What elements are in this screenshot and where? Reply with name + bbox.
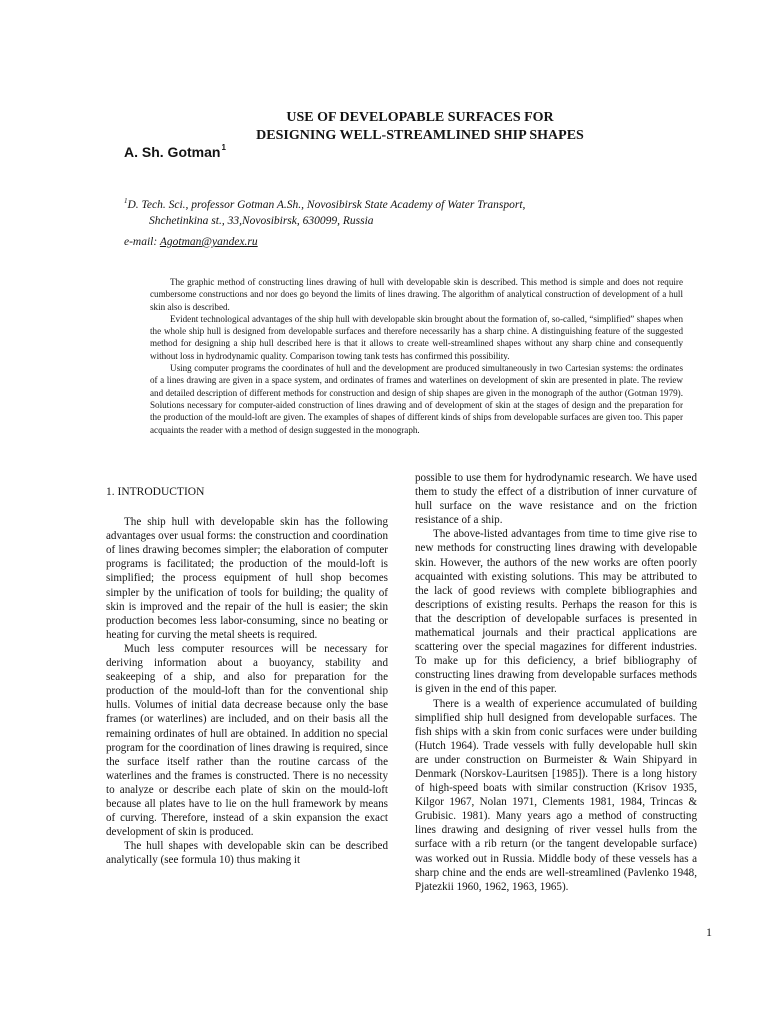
author-name xyxy=(124,143,226,160)
paper-title xyxy=(200,109,640,145)
affiliation-line-1: D. Tech. Sci., professor Gotman A.Sh., Novosibirsk State Academy of Water Transport, xyxy=(127,199,526,211)
author-name-text: A. Sh. Gotman xyxy=(124,144,221,160)
body-paragraph: possible to use them for hydrodynamic research. We have used them to study the effect of a distribution of inner curvature of hull surface on the wave resistance and on the friction resistance of a ship. xyxy=(415,472,697,527)
section-heading-introduction: 1. INTRODUCTION xyxy=(106,486,205,498)
author-email xyxy=(124,236,258,248)
left-column xyxy=(106,471,388,867)
abstract xyxy=(150,276,683,436)
body-paragraph: The hull shapes with developable skin can be described analytically (see formula 10) thus making it xyxy=(106,840,388,867)
right-column xyxy=(415,471,697,894)
paper-title-line-2: DESIGNING WELL-STREAMLINED SHIP SHAPES xyxy=(256,128,584,143)
affiliation-line-2: Shchetinkina st., 33,Novosibirsk, 630099, Russia xyxy=(149,215,374,227)
page-number: 1 xyxy=(706,925,712,939)
abstract-paragraph: The graphic method of constructing lines drawing of hull with developable skin is described. This method is simple and does not require cumbersome constructions and nor does go beyond the limits of lines drawing. The algorithm of analytical construction of development of a hull skin also is described. xyxy=(150,277,683,312)
body-paragraph: The ship hull with developable skin has the following advantages over usual forms: the construction and coordination of lines drawing becomes simpler; the elaboration of computer programs is facilitated; the production of the mould-loft is simplified; the process equipment of hull shop becomes simpler by the unification of tools for building; the quality of skin is improved and the repair of the hull is easier; the skin production becomes less labor-consuming, since no beating or heating for curving the metal sheets is required. xyxy=(106,516,388,641)
author-affiliation xyxy=(124,193,624,229)
body-paragraph: There is a wealth of experience accumulated of building simplified ship hull designed from developable surfaces. The fish ships with a skin from conic surfaces were under building (Hutch 1964). Trade vessels with fully developable hull skin are under construction on Burmeister & Wain Shipyard in Denmark (Norskov-Lauritsen [1985]). There is a long history of high-speed boats with similar construction (Krisov 1935, Kilgor 1967, Nolan 1971, Clements 1981, 1984, Trincas & Grubisic. 1981). Many years ago a method of constructing lines drawing and designing of river vessel hulls from the surface with a rib return (or the tangent developable surface) was worked out in Russia. Middle body of these vessels has a sharp chine and the ends are well-streamlined (Pavlenko 1948, Pjatezkii 1960, 1962, 1963, 1965). xyxy=(415,697,697,893)
body-paragraph: The above-listed advantages from time to time give rise to new methods for constructing lines drawing with developable skin. However, the authors of the new works are often poorly acquainted with existing solutions. This may be attributed to the lack of good reviews with complete bibliographies and descriptions of existing results. Perhaps the reason for this is that the description of developable surfaces is presented in mathematical journals and their practical applications are scattering over the special magazines for different industries. To make up for this deficiency, a brief bibliography of constructing lines drawing from developable surfaces methods is given in the end of this paper. xyxy=(415,528,697,696)
affiliation-footnote-mark: 1 xyxy=(124,197,128,205)
email-link[interactable]: Agotman@yandex.ru xyxy=(159,236,258,248)
abstract-paragraph: Using computer programs the coordinates of hull and the development are produced simultaneously in two Cartesian systems: the ordinates of a lines drawing are given in a space system, and ordinates of frames and waterlines on development of skin are presented in plate. The review and detailed description of different methods for construction and design of ship shapes are given in the monograph of the author (Gotman 1979). Solutions necessary for computer-aided construction of lines drawing and of development of skin at the stages of design and the preparation for the production of the mould-loft are given. The examples of shapes of different kinds of ships from developable surfaces are given too. This paper acquaints the reader with a method of design suggested in the monograph. xyxy=(150,363,683,435)
paper-title-line-1: USE OF DEVELOPABLE SURFACES FOR xyxy=(286,110,554,125)
email-label: e-mail: xyxy=(124,236,160,248)
body-paragraph: Much less computer resources will be necessary for deriving information about a buoyancy, stability and seakeeping of a ship, and also for preparation for the production of the mould-loft than for the conventional ship hulls. Volumes of initial data decrease because only the base frames (or waterlines) are included, and on their basis all the remaining ordinates of hull are obtained. In addition no special program for the coordination of lines drawing is required, since the surface itself rather than the routine carcass of the waterlines and the frames is constructed. There is no necessity to analyze or describe each plate of skin on the mould-loft because all plates have to lie on the hull framework by means of curving. Therefore, instead of a skin expansion the exact development of skin is produced. xyxy=(106,642,388,839)
abstract-paragraph: Evident technological advantages of the ship hull with developable skin brought about the formation of, so-called, “simplified” shapes when the whole ship hull is designed from developable surfaces and therefore necessarily has a sharp chine. A distinguishing feature of the suggested method for designing a ship hull described here is that it allows to create well-streamlined shapes without any sharp chine and consequently without loss in hydrodynamic quality. Comparison towing tank tests has confirmed this possibility. xyxy=(150,313,683,361)
author-footnote-mark: 1 xyxy=(221,143,226,152)
